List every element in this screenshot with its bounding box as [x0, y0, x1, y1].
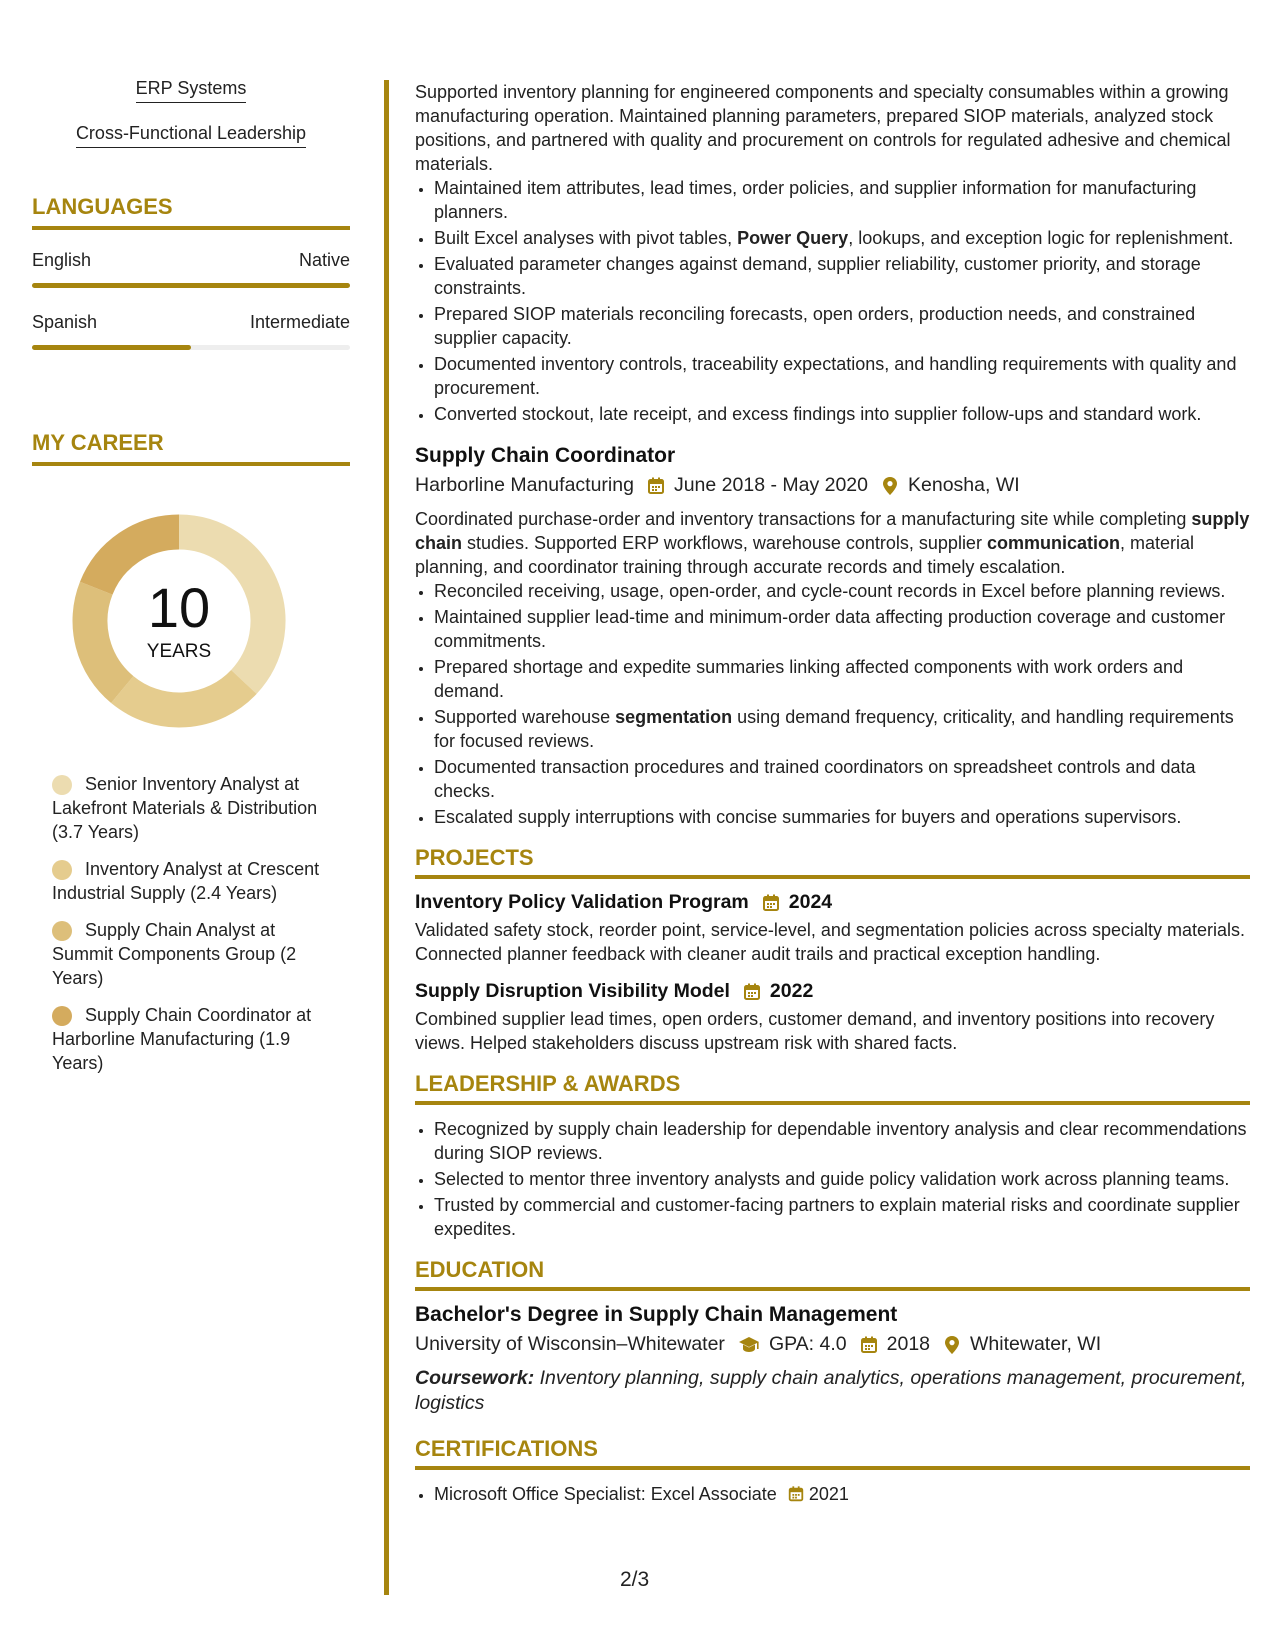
- summary-text: studies. Supported ERP workflows, warehouse controls, supplier: [462, 533, 987, 553]
- main-column: [415, 80, 1250, 1508]
- languages-heading: LANGUAGES: [32, 194, 350, 230]
- leadership-item: • Recognized by supply chain leadership for dependable inventory analysis and clear recommendations during SIOP reviews.: [434, 1117, 1250, 1165]
- job-bullet: [434, 226, 1250, 250]
- job-bullets: [434, 579, 1250, 829]
- bullet-text: Built Excel analyses with pivot tables,: [434, 228, 738, 248]
- bullet-keyword: segmentation: [615, 707, 733, 727]
- projects-heading: PROJECTS: [415, 845, 1250, 879]
- job-bullet: • Documented inventory controls, traceability expectations, and handling requirements with quality and procurement.: [434, 352, 1250, 400]
- summary-keyword: communication: [986, 533, 1120, 553]
- leadership-heading: LEADERSHIP & AWARDS: [415, 1071, 1250, 1105]
- certifications-list: [434, 1482, 1250, 1506]
- project-description: Validated safety stock, reorder point, service-level, and segmentation policies across specialty materials. Connected planner feedback with cleaner audit trails and practical exception handling.: [415, 920, 1246, 964]
- coursework-text: Inventory planning, supply chain analytics, operations management, procurement, logistics: [415, 1367, 1247, 1414]
- job-bullet: [434, 705, 1250, 753]
- bullet-text: Supported warehouse: [434, 707, 616, 727]
- calendar-icon: [787, 1485, 805, 1503]
- career-item-text: Senior Inventory Analyst at Lakefront Materials & Distribution (3.7 Years): [52, 774, 318, 842]
- summary-keyword: supply chain: [415, 509, 1250, 553]
- summary-text: Coordinated purchase-order and inventory transactions for a manufacturing site while completing: [415, 509, 1192, 529]
- language-level: Native: [298, 250, 350, 270]
- certification-year: 2021: [808, 1484, 849, 1504]
- skill-item: ERP Systems: [136, 78, 247, 103]
- job-company: Harborline Manufacturing: [415, 474, 634, 496]
- career-legend-dot: [52, 860, 72, 880]
- language-level: Intermediate: [249, 312, 350, 332]
- job-bullet: • Converted stockout, late receipt, and excess findings into supplier follow-ups and standard work.: [434, 402, 1250, 426]
- project-description: Combined supplier lead times, open orders, customer demand, and inventory positions into recovery views. Helped stakeholders discuss upstream risk with shared facts.: [415, 1009, 1215, 1053]
- degree-title: Bachelor's Degree in Supply Chain Management: [415, 1303, 898, 1326]
- certification-item: [434, 1482, 1250, 1506]
- sidebar: [32, 78, 350, 1088]
- career-legend-dot: [52, 1006, 72, 1026]
- calendar-icon: [761, 893, 781, 913]
- job-summary: [415, 507, 1250, 579]
- skill-item: Cross-Functional Leadership: [76, 123, 306, 148]
- project-year: 2024: [788, 891, 833, 913]
- job-bullets: [434, 176, 1250, 426]
- gpa: GPA: 4.0: [768, 1333, 847, 1355]
- leadership-item: • Trusted by commercial and customer-facing partners to explain material risks and coordinate supplier expedites.: [434, 1193, 1250, 1241]
- coursework: [415, 1366, 1250, 1416]
- coursework-label: Coursework:: [415, 1367, 535, 1389]
- calendar-icon: [742, 982, 762, 1002]
- bullet-text: using demand frequency, criticality, and handling requirements for focused reviews.: [434, 707, 1234, 751]
- project-item: [415, 980, 1250, 1055]
- language-bar: [32, 345, 350, 350]
- language-bar: [32, 283, 350, 288]
- education-heading: EDUCATION: [415, 1257, 1250, 1291]
- language-bar-fill: [32, 345, 191, 350]
- language-spanish: [32, 312, 350, 350]
- job-location: Kenosha, WI: [908, 474, 1020, 496]
- language-english: [32, 250, 350, 288]
- career-item: [52, 857, 322, 905]
- column-divider: [384, 80, 389, 1595]
- job-bullet: • Escalated supply interruptions with concise summaries for buyers and operations supervisors.: [434, 805, 1250, 829]
- job-meta: [415, 474, 1250, 497]
- graduation-cap-icon: [737, 1335, 761, 1355]
- career-item: [52, 918, 322, 990]
- job-bullet: • Reconciled receiving, usage, open-order, and cycle-count records in Excel before planning reviews.: [434, 579, 1250, 603]
- career-heading: MY CAREER: [32, 430, 350, 466]
- project-title: Inventory Policy Validation Program: [415, 891, 749, 913]
- career-legend-dot: [52, 775, 72, 795]
- project-item: [415, 891, 1250, 966]
- bullet-text: , lookups, and exception logic for replenishment.: [848, 228, 1234, 248]
- certification-name: • Microsoft Office Specialist: Excel Associate: [434, 1484, 777, 1504]
- career-item-text: Supply Chain Analyst at Summit Components Group (2 Years): [52, 920, 297, 988]
- career-donut-chart: [64, 506, 294, 736]
- school-name: University of Wisconsin–Whitewater: [415, 1333, 725, 1355]
- map-pin-icon: [942, 1335, 962, 1355]
- job-bullet: • Prepared SIOP materials reconciling forecasts, open orders, production needs, and constrained supplier capacity.: [434, 302, 1250, 350]
- job-bullet: • Documented transaction procedures and trained coordinators on spreadsheet controls and data checks.: [434, 755, 1250, 803]
- job-bullet: • Evaluated parameter changes against demand, supplier reliability, customer priority, and storage constraints.: [434, 252, 1250, 300]
- career-item: [52, 772, 322, 844]
- project-title: Supply Disruption Visibility Model: [415, 980, 730, 1002]
- page-number: 2/3: [620, 1568, 650, 1591]
- language-name: English: [32, 250, 92, 270]
- job-bullet: • Prepared shortage and expedite summaries linking affected components with work orders and demand.: [434, 655, 1250, 703]
- language-bar-fill: [32, 283, 350, 288]
- summary-text: , material planning, and coordinator training through accurate records and timely escalation.: [415, 533, 1194, 577]
- certifications-heading: CERTIFICATIONS: [415, 1436, 1250, 1470]
- career-years-label: YEARS: [146, 641, 212, 662]
- project-year: 2022: [769, 980, 814, 1002]
- job-dates: June 2018 - May 2020: [673, 474, 869, 496]
- school-location: Whitewater, WI: [970, 1333, 1102, 1355]
- job-summary: Supported inventory planning for engineered components and specialty consumables within a growing manufacturing operation. Maintained planning parameters, prepared SIOP materials, analyzed stock positions, and partnered with quality and procurement on controls for regulated adhesive and chemical materials.: [415, 82, 1231, 174]
- leadership-item: • Selected to mentor three inventory analysts and guide policy validation work across planning teams.: [434, 1167, 1250, 1191]
- language-name: Spanish: [32, 312, 98, 332]
- job-title: Supply Chain Coordinator: [415, 444, 676, 467]
- leadership-list: [434, 1117, 1250, 1241]
- career-years-number: 10: [147, 576, 211, 639]
- map-pin-icon: [880, 476, 900, 496]
- career-item: [52, 1003, 322, 1075]
- calendar-icon: [646, 476, 666, 496]
- career-item-text: Supply Chain Coordinator at Harborline Manufacturing (1.9 Years): [52, 1005, 312, 1073]
- calendar-icon: [859, 1335, 879, 1355]
- career-item-text: Inventory Analyst at Crescent Industrial Supply (2.4 Years): [52, 859, 320, 903]
- job-bullet: • Maintained item attributes, lead times, order policies, and supplier information for manufacturing planners.: [434, 176, 1250, 224]
- career-list: [52, 772, 322, 1075]
- career-legend-dot: [52, 921, 72, 941]
- bullet-keyword: Power Query: [737, 228, 849, 248]
- education-meta: [415, 1333, 1250, 1356]
- job-bullet: • Maintained supplier lead-time and minimum-order data affecting production coverage and customer commitments.: [434, 605, 1250, 653]
- graduation-year: 2018: [886, 1333, 931, 1355]
